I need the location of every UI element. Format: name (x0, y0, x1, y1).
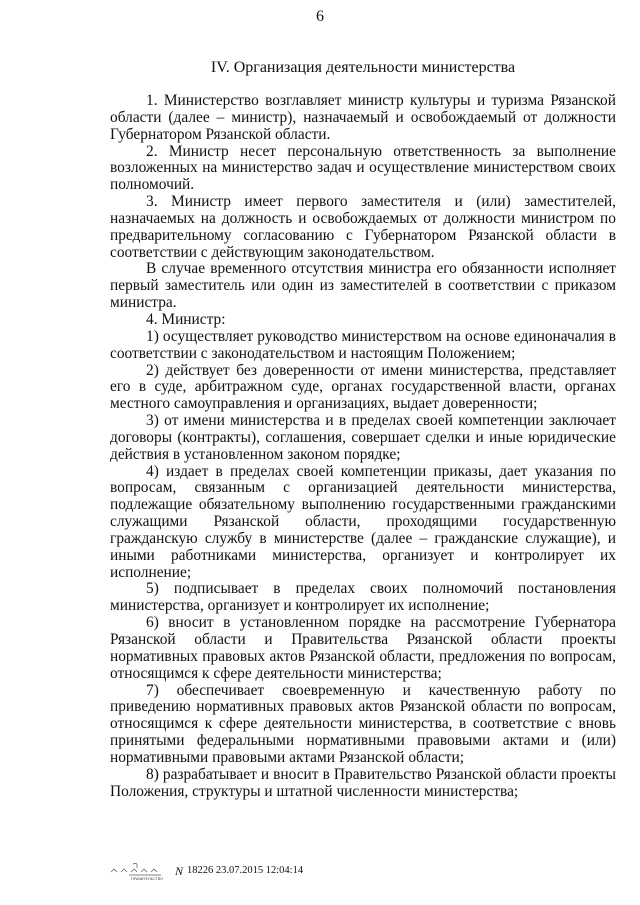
document-body (110, 93, 616, 800)
paragraph: 4. Министр: (146, 310, 226, 328)
paragraph: 6) вносит в установленном порядке на рассмотрение Губернатора Рязанской области и Правительства Рязанской области проекты нормативных правовых актов Рязанской области, предложения по вопросам, относящимся к сфере деятельности министерства; (110, 614, 616, 682)
paragraph: 5) подписывает в пределах своих полномочий постановления министерства, организует и контролирует их исполнение; (110, 580, 616, 615)
section-heading: IV. Организация деятельности министерства (210, 59, 516, 76)
paragraph: 8) разрабатывает и вносит в Правительство Рязанской области проекты Положения, структуры и штатной численности министерства; (110, 765, 616, 800)
paragraph: 3. Министр имеет первого заместителя и (или) заместителей, назначаемых на должность и освобождаемых от должности министром по предварительному согласованию с Губернатором Рязанской области в соответствии с действующим законодательством. (110, 193, 616, 261)
paragraph: 3) от имени министерства и в пределах своей компетенции заключает договоры (контракты), соглашения, совершает сделки и иные юридические действия в установленном законом порядке; (110, 412, 616, 463)
paragraph: 1) осуществляет руководство министерством на основе единоначалия в соответствии с законодательством и настоящим Положением; (110, 327, 616, 362)
stamp-text: ПРАВИТЕЛЬСТВО (131, 877, 163, 881)
paragraph: 1. Министерство возглавляет министр культуры и туризма Рязанской области (далее – министр), назначаемый и освобождаемый от должности Губернатором Рязанской области. (110, 92, 616, 143)
government-stamp-icon (107, 862, 163, 882)
paragraph: 4) издает в пределах своей компетенции приказы, дает указания по вопросам, связанным с организацией деятельности министерства, подлежащие обязательному выполнению государственными гражданскими служащими Рязанской области, проходящими государственную гражданскую службу в министерстве (далее – гражданские служащие), и иными работниками министерства, организует и контролирует их исполнение; (110, 462, 616, 581)
paragraph: 2) действует без доверенности от имени министерства, представляет его в суде, арбитражном суде, органах государственной власти, органах местного самоуправления и организациях, выдает доверенности; (110, 361, 616, 413)
paragraph: 7) обеспечивает своевременную и качественную работу по приведению нормативных правовых актов Рязанской области по вопросам, относящимся к сфере деятельности министерства, в соответствие с вновь принятыми федеральными нормативными правовыми актами и (или) нормативными правовыми актами Рязанской области; (110, 681, 616, 766)
paragraph: В случае временного отсутствия министра его обязанности исполняет первый заместитель или один из заместителей в соответствии с приказом министра. (110, 260, 616, 312)
registration-mark: N (175, 864, 184, 878)
paragraph: 2. Министр несет персональную ответственность за выполнение возложенных на министерство задач и осуществление министерством своих полномочий. (110, 142, 616, 194)
page-number: 6 (316, 8, 324, 25)
registration-text: 18226 23.07.2015 12:04:14 (187, 865, 304, 876)
